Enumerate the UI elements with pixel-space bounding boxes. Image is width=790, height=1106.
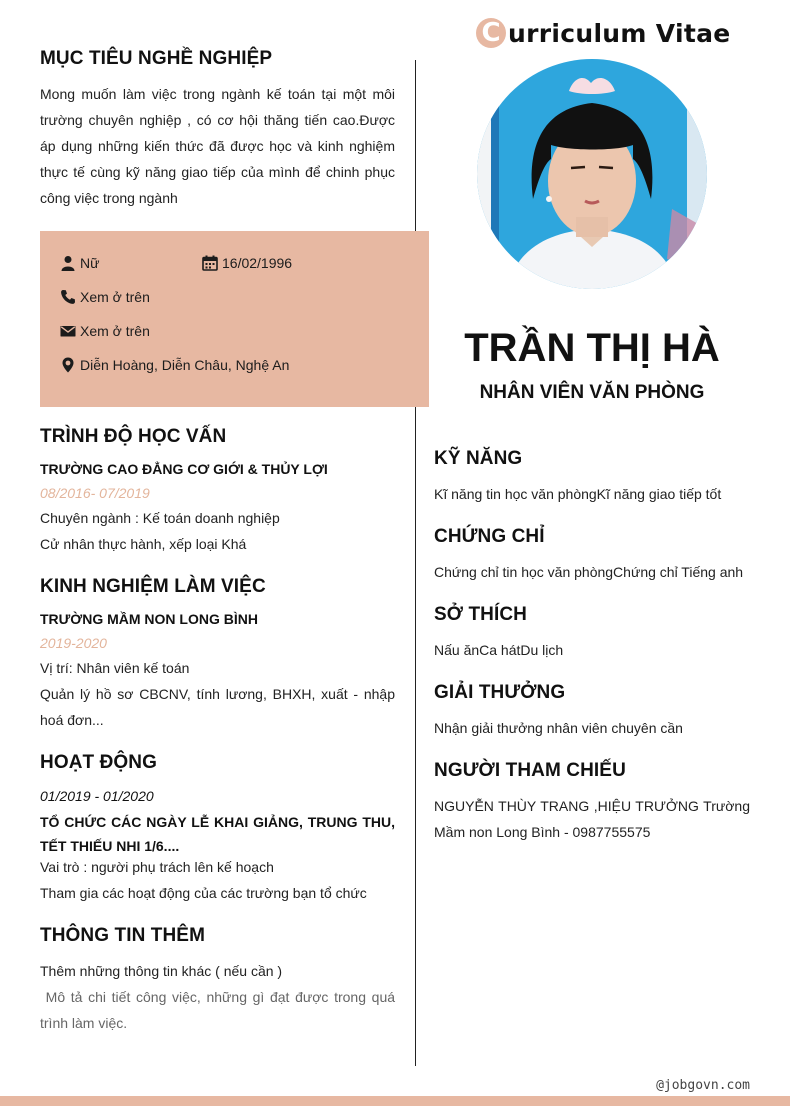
education-degree: Cử nhân thực hành, xếp loại Khá [40, 536, 247, 552]
education-title: TRÌNH ĐỘ HỌC VẤN [40, 426, 227, 447]
references-text: NGUYỄN THÙY TRANG ,HIỆU TRƯỞNG Trường Mầm non Long Bình - 0987755575 [434, 798, 750, 840]
contact-address [60, 357, 289, 373]
objective-text: Mong muốn làm việc trong ngành kế toán tại một môi trường chuyên nghiệp , có cơ hội thăng tiến cao.Được áp dụng những kiến thức đã được học và kinh nghiệm thực tế cùng kỹ năng giao tiếp của mình để chinh phục công việc trong ngành [40, 86, 395, 206]
experience-period: 2019-2020 [40, 635, 107, 651]
phone-icon [60, 289, 76, 305]
profile-photo [477, 59, 707, 289]
education-major: Chuyên ngành : Kế toán doanh nghiệp [40, 510, 280, 526]
phone-value: Xem ở trên [80, 289, 150, 305]
experience-company: TRƯỜNG MẦM NON LONG BÌNH [40, 611, 258, 627]
column-divider [415, 60, 416, 1066]
experience-title: KINH NGHIỆM LÀM VIỆC [40, 576, 266, 597]
contact-gender [60, 255, 99, 271]
experience-duties: Quản lý hồ sơ CBCNV, tính lương, BHXH, xuất - nhập hoá đơn... [40, 686, 395, 728]
objective-title: MỤC TIÊU NGHỀ NGHIỆP [40, 48, 273, 69]
activities-role: Vai trò : người phụ trách lên kế hoạch [40, 859, 274, 875]
awards-title: GIẢI THƯỞNG [434, 682, 566, 703]
address-value: Diễn Hoàng, Diễn Châu, Nghệ An [80, 357, 290, 373]
portrait-image [477, 59, 707, 289]
hobbies-text: Nấu ănCa hátDu lịch [434, 642, 564, 658]
activities-period: 01/2019 - 01/2020 [40, 788, 154, 804]
references-title: NGƯỜI THAM CHIẾU [434, 760, 626, 781]
certificates-text: Chứng chỉ tin học văn phòngChứng chỉ Tiếng anh [434, 564, 744, 580]
activities-desc: Tham gia các hoạt động của các trường bạn tổ chức [40, 885, 367, 901]
skills-text: Kĩ năng tin học văn phòngKĩ năng giao tiếp tốt [434, 486, 722, 502]
footer-watermark: @jobgovn.com [656, 1078, 750, 1093]
extra-line2: Mô tả chi tiết công việc, những gì đạt được trong quá trình làm việc. [40, 989, 399, 1031]
contact-email [60, 323, 150, 339]
education-period: 08/2016- 07/2019 [40, 485, 150, 501]
activities-title: HOẠT ĐỘNG [40, 752, 158, 773]
contact-birthday [202, 255, 292, 271]
activities-name: TỔ CHỨC CÁC NGÀY LỄ KHAI GIẢNG, TRUNG THU, TẾT THIẾU NHI 1/6.... [40, 814, 395, 854]
cv-logo-text: urriculum Vitae [508, 18, 731, 48]
awards-text: Nhận giải thưởng nhân viên chuyên cần [434, 720, 683, 736]
skills-title: KỸ NĂNG [434, 448, 523, 469]
candidate-role: NHÂN VIÊN VĂN PHÒNG [479, 382, 705, 403]
location-pin-icon [60, 357, 76, 373]
contact-phone [60, 289, 150, 305]
birthday-value: 16/02/1996 [222, 255, 293, 271]
extra-title: THÔNG TIN THÊM [40, 925, 205, 946]
cv-logo-mark: C [476, 18, 506, 48]
experience-position: Vị trí: Nhân viên kế toán [40, 660, 190, 676]
hobbies-title: SỞ THÍCH [434, 604, 528, 625]
candidate-name: TRẦN THỊ HÀ [464, 326, 720, 370]
calendar-icon [202, 255, 218, 271]
education-school: TRƯỜNG CAO ĐẲNG CƠ GIỚI & THỦY LỢI [40, 461, 328, 477]
gender-value: Nữ [80, 255, 100, 271]
person-icon [60, 255, 76, 271]
envelope-icon [60, 323, 76, 339]
email-value: Xem ở trên [80, 323, 150, 339]
certificates-title: CHỨNG CHỈ [434, 526, 545, 547]
cv-logo [476, 18, 731, 48]
contact-box [40, 231, 429, 407]
extra-line1: Thêm những thông tin khác ( nếu cần ) [40, 963, 283, 979]
bottom-accent-bar [0, 1096, 790, 1106]
